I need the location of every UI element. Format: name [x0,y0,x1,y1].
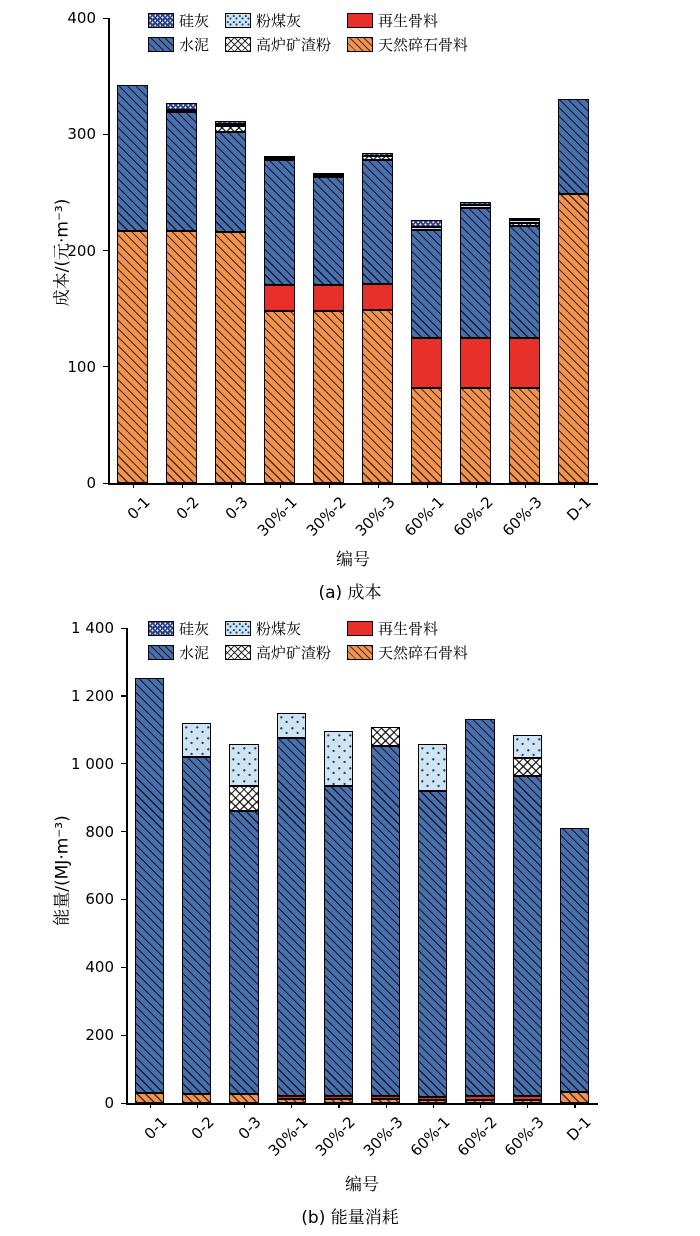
x-tick-label: 60%-1 [400,493,448,540]
bar-segment-fenmeihui [215,124,245,126]
bar-stack[interactable] [229,628,258,1103]
bar-segment-gaolu [229,786,258,810]
legend-label-zaisheng: 再生骨料 [378,620,439,638]
bar-stack[interactable] [362,18,392,483]
bar-segment-shuini [509,226,539,338]
legend-label-fenmeihui: 粉煤灰 [256,620,302,638]
bar-segment-shuini [264,160,294,286]
bar-segment-fenmeihui [264,158,294,160]
x-tick [280,483,281,488]
x-tick [231,483,232,488]
bar-segment-tianran [411,388,441,483]
bar-stack[interactable] [513,628,542,1103]
legend-label-gaolu: 高炉矿渣粉 [256,644,332,662]
y-tick-label: 200 [67,241,96,260]
bar-segment-fenmeihui [166,110,196,112]
bar-segment-shuini [166,112,196,231]
bar-segment-zaisheng [411,338,441,388]
bar-segment-shuini [371,746,400,1096]
x-tick-label: 0-1 [123,493,154,524]
legend-label-tianran: 天然碎石骨料 [378,644,469,662]
bar-segment-fenmeihui [513,735,542,758]
y-tick-label: 800 [85,822,114,841]
y-tick [121,967,126,968]
legend-label-tianran: 天然碎石骨料 [378,36,469,54]
y-tick-label: 1 400 [71,619,114,637]
x-tick [525,483,526,488]
y-tick [103,250,108,251]
x-tick [378,483,379,488]
bar-segment-tianran [460,388,490,483]
y-tick-label: 400 [67,9,96,27]
y-tick [121,695,126,696]
legend-label-shuini: 水泥 [179,644,210,662]
bar-segment-fenmeihui [182,723,211,756]
bar-segment-shuini [411,230,441,338]
y-tick-label: 0 [86,474,96,492]
bar-segment-gaolu [362,156,392,159]
bar-segment-tianran [135,1093,164,1103]
bar-stack[interactable] [560,628,589,1103]
cost-caption: (a) 成本 [318,583,382,603]
x-tick-label: 30%-3 [351,493,399,540]
x-tick [133,483,134,488]
bar-segment-zaisheng [313,285,343,311]
bar-segment-fenmeihui [411,227,441,229]
x-tick-label: D-1 [563,1113,596,1145]
bar-segment-zaisheng [513,1096,542,1100]
y-axis [126,628,128,1103]
bar-segment-shuini [460,208,490,338]
bar-stack[interactable] [277,628,306,1103]
y-tick [103,18,108,19]
bar-stack[interactable] [465,628,494,1103]
y-tick-label: 0 [104,1094,114,1112]
x-tick [244,1103,245,1108]
x-tick [476,483,477,488]
x-tick-label: 0-3 [221,493,252,524]
x-tick-label: 30%-1 [253,493,301,540]
y-tick-label: 100 [67,357,96,376]
bar-segment-shuini [117,85,147,230]
bar-segment-shuini [465,719,494,1097]
bar-segment-tianran [229,1094,258,1103]
x-tick [480,1103,481,1108]
x-tick-label: 0-1 [140,1113,171,1144]
bar-segment-fenmeihui [418,744,447,791]
y-tick-label: 200 [85,1026,114,1045]
bar-segment-zaisheng [324,1096,353,1099]
bar-segment-zaisheng [362,284,392,310]
bar-segment-zaisheng [509,338,539,388]
bar-segment-fenmeihui [229,744,258,786]
x-tick-label: 60%-3 [498,493,546,540]
legend-label-guihui: 硅灰 [179,12,210,30]
bar-segment-guihui [460,202,490,205]
x-tick-label: 60%-3 [501,1113,548,1160]
x-tick-label: 60%-1 [406,1113,454,1160]
y-tick-label: 400 [85,958,114,977]
bar-segment-fenmeihui [313,175,343,177]
y-tick-label: 600 [85,890,114,909]
bar-segment-guihui [264,156,294,158]
y-tick-label: 300 [67,125,96,144]
bar-segment-tianran [560,1092,589,1103]
bar-segment-shuini [182,757,211,1094]
bar-stack[interactable] [324,628,353,1103]
bar-stack[interactable] [264,18,294,483]
bar-segment-guihui [166,103,196,110]
x-tick-label: 60%-2 [449,493,497,540]
y-tick-label: 1 200 [71,686,114,705]
x-tick [574,1103,575,1108]
x-tick-label: 60%-2 [453,1113,501,1160]
bar-segment-tianran [313,311,343,483]
bar-stack[interactable] [371,628,400,1103]
energy-plot-area [71,619,598,1160]
bar-segment-guihui [509,218,539,220]
y-tick-label: 1 000 [71,754,114,773]
bar-segment-guihui [215,121,245,123]
x-tick-label: 30%-1 [265,1113,312,1160]
cost-plot-area [67,9,598,540]
x-tick [197,1103,198,1108]
x-tick [291,1103,292,1108]
bar-segment-tianran [215,232,245,483]
y-tick [103,483,108,484]
bar-segment-guihui [411,220,441,227]
bar-segment-shuini [215,132,245,232]
bar-stack[interactable] [558,18,588,483]
legend-label-fenmeihui: 粉煤灰 [256,12,302,30]
bar-segment-shuini [418,791,447,1097]
y-tick [121,831,126,832]
legend-label-gaolu: 高炉矿渣粉 [256,36,332,54]
bar-segment-shuini [558,99,588,193]
bar-segment-gaolu [371,727,400,747]
energy-x-axis-label: 编号 [345,1175,379,1195]
bar-segment-tianran [362,310,392,483]
x-tick [386,1103,387,1108]
bar-segment-tianran [264,311,294,483]
bar-stack[interactable] [117,18,147,483]
x-tick-label: 30%-3 [359,1113,407,1160]
bar-segment-shuini [560,828,589,1093]
cost-y-axis-label: 成本/(元·m⁻³) [52,198,73,307]
y-tick [103,134,108,135]
x-tick [150,1103,151,1108]
bar-stack[interactable] [418,628,447,1103]
legend-label-guihui: 硅灰 [179,620,210,638]
bar-stack[interactable] [135,628,164,1103]
x-tick [427,483,428,488]
legend-label-zaisheng: 再生骨料 [378,12,439,30]
energy-y-axis-label: 能量/(MJ·m⁻³) [52,815,73,926]
x-tick-label: 0-3 [234,1113,265,1144]
bar-segment-tianran [117,231,147,483]
bar-segment-shuini [229,811,258,1094]
bar-segment-zaisheng [418,1097,447,1100]
bar-stack[interactable] [509,18,539,483]
bar-segment-shuini [135,678,164,1093]
x-tick [329,483,330,488]
bar-segment-fenmeihui [509,220,539,222]
x-tick [433,1103,434,1108]
x-tick-label: 0-2 [172,493,203,524]
bar-segment-gaolu [215,126,245,132]
bar-stack[interactable] [313,18,343,483]
energy-chart-panel [0,608,700,1236]
bar-segment-shuini [513,776,542,1097]
y-tick [103,366,108,367]
x-tick [182,483,183,488]
legend-label-shuini: 水泥 [179,36,210,54]
bar-segment-guihui [362,153,392,156]
bar-stack[interactable] [182,628,211,1103]
cost-x-axis-label: 编号 [336,550,370,570]
bar-segment-shuini [324,786,353,1096]
bar-segment-zaisheng [277,1096,306,1099]
y-tick [121,899,126,900]
x-tick-label: D-1 [562,493,595,525]
y-tick [121,628,126,629]
x-tick-label: 30%-2 [302,493,350,540]
y-tick [121,1035,126,1036]
bar-segment-zaisheng [371,1096,400,1099]
bar-segment-zaisheng [460,338,490,388]
cost-chart-panel [0,0,700,603]
bar-stack[interactable] [460,18,490,483]
x-tick-label: 0-2 [187,1113,218,1144]
bar-segment-guihui [313,173,343,175]
bar-segment-tianran [166,231,196,483]
bar-segment-zaisheng [264,285,294,311]
bar-segment-fenmeihui [460,205,490,207]
y-tick [121,763,126,764]
bar-stack[interactable] [215,18,245,483]
bar-segment-tianran [182,1094,211,1104]
x-tick [527,1103,528,1108]
y-axis [108,18,110,483]
energy-caption: (b) 能量消耗 [301,1208,399,1228]
bar-segment-gaolu [509,223,539,226]
bar-segment-zaisheng [465,1096,494,1100]
y-tick [121,1103,126,1104]
bar-stack[interactable] [411,18,441,483]
bar-segment-tianran [509,388,539,483]
x-tick-label: 30%-2 [312,1113,360,1160]
x-tick [338,1103,339,1108]
bar-segment-fenmeihui [277,713,306,738]
bar-segment-shuini [313,177,343,285]
x-tick [574,483,575,488]
bar-segment-fenmeihui [324,731,353,786]
bar-segment-shuini [277,738,306,1096]
bar-segment-gaolu [513,758,542,776]
bar-segment-shuini [362,160,392,284]
bar-segment-tianran [558,194,588,483]
bar-stack[interactable] [166,18,196,483]
